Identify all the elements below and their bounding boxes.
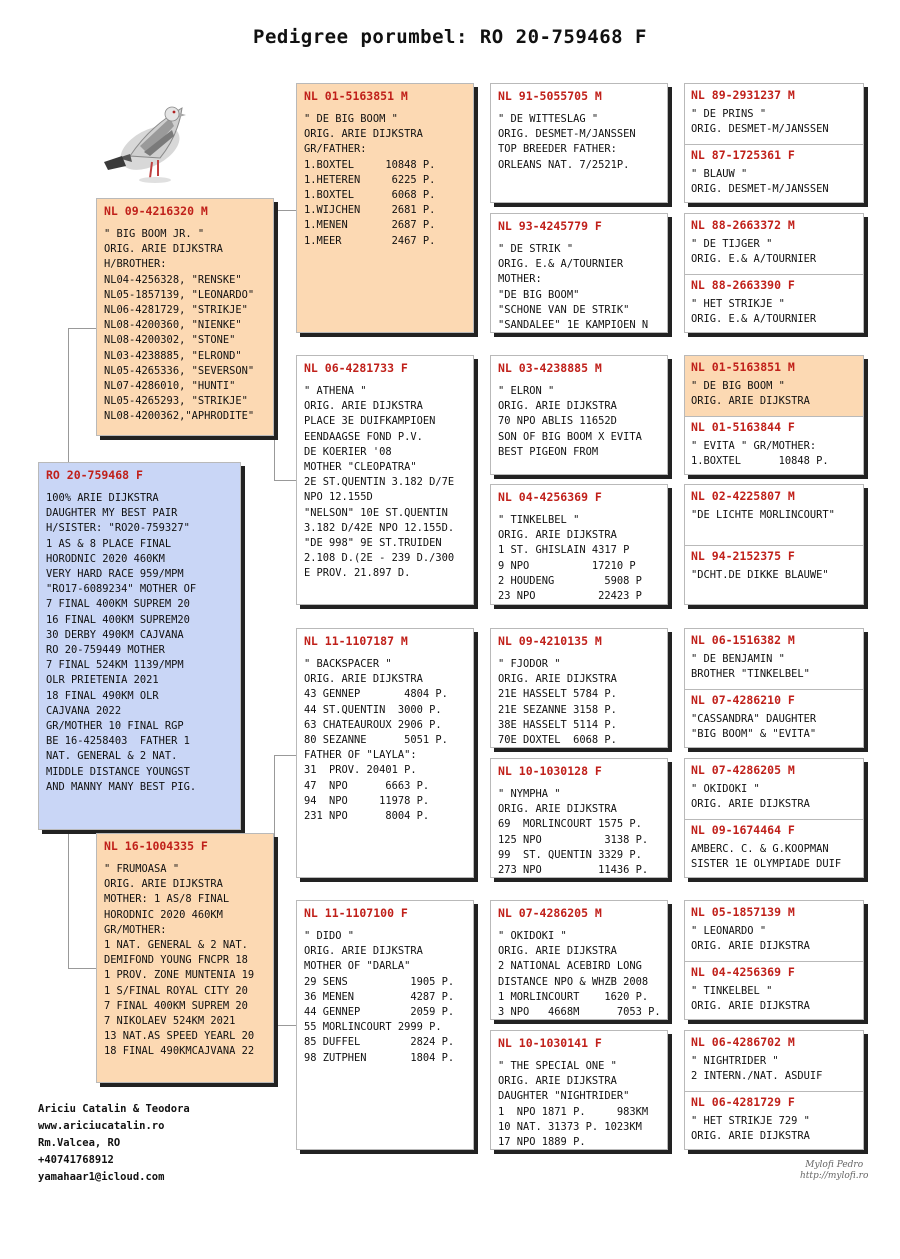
ring-number: NL 91-5055705 M — [498, 89, 602, 103]
ring-number: NL 09-4210135 M — [498, 634, 602, 648]
card-details — [304, 657, 466, 824]
card-details — [691, 842, 859, 872]
pedigree-card-gen3 — [490, 758, 668, 878]
ring-number: NL 10-1030128 F — [498, 764, 602, 778]
detail-line: 1 NAT. GENERAL & 2 NAT. — [104, 939, 248, 952]
detail-line: ORIG. ARIE DIJKSTRA — [104, 243, 223, 256]
detail-line: FATHER OF "LAYLA": — [304, 749, 417, 762]
detail-line: H/BROTHER: — [104, 258, 167, 271]
detail-line: "SCHONE VAN DE STRIK" — [498, 303, 630, 316]
detail-line: 2E ST.QUENTIN 3.182 D/7E — [304, 476, 455, 489]
detail-line: AMBERC. C. & G.KOOPMAN — [691, 843, 829, 855]
ring-number: NL 01-5163851 M — [304, 89, 408, 103]
detail-line: ORIG. ARIE DIJKSTRA — [498, 1075, 617, 1088]
signature-name: Mylofi Pedro — [805, 1160, 864, 1170]
pedigree-cell — [685, 485, 864, 545]
pedigree-card-gen4-pair — [684, 83, 864, 203]
detail-line: NL04-4256328, "RENSKE" — [104, 273, 242, 286]
detail-line: MOTHER OF "DARLA" — [304, 960, 411, 973]
detail-line: 18 FINAL 490KM OLR — [46, 689, 159, 702]
card-details — [304, 112, 466, 249]
detail-line: " FJODOR " — [498, 658, 561, 670]
card-details — [104, 227, 266, 425]
pedigree-card-gen4-pair — [684, 213, 864, 333]
detail-line: ORIG. ARIE DIJKSTRA — [498, 400, 617, 413]
detail-line: 125 NPO 3138 P. — [498, 833, 649, 846]
card-details — [498, 929, 660, 1020]
detail-line: 2 NATIONAL ACEBIRD LONG — [498, 960, 642, 973]
detail-line: 13 NAT.AS SPEED YEARL 20 — [104, 1030, 255, 1043]
detail-line: "DE BIG BOOM" — [498, 288, 580, 301]
detail-line: 1.BOXTEL 10848 P. — [304, 158, 436, 171]
detail-line: " TINKELBEL " — [498, 514, 580, 526]
detail-line: " HET STRIKJE 729 " — [691, 1115, 810, 1127]
card-details — [691, 508, 859, 523]
detail-line: 70 NPO ABLIS 11652D — [498, 415, 617, 428]
card-details — [498, 657, 660, 748]
detail-line: SON OF BIG BOOM X EVITA — [498, 430, 642, 443]
detail-line: GR/MOTHER: — [104, 923, 167, 936]
detail-line: 1.WIJCHEN 2681 P. — [304, 204, 436, 217]
detail-line: MOTHER: 1 AS/8 FINAL — [104, 893, 230, 906]
card-details — [691, 924, 859, 954]
pedigree-cell — [685, 84, 864, 144]
detail-line: DAUGHTER MY BEST PAIR — [46, 507, 178, 520]
ring-number: NL 10-1030141 F — [498, 1036, 602, 1050]
ring-number: NL 07-4286205 M — [498, 906, 602, 920]
card-details — [691, 107, 859, 137]
detail-line: ORIG. E.& A/TOURNIER — [691, 253, 817, 266]
detail-line: 100% ARIE DIJKSTRA — [46, 492, 159, 504]
detail-line: "NELSON" 10E ST.QUENTIN — [304, 506, 448, 519]
card-details — [104, 862, 266, 1060]
detail-line: " NIGHTRIDER " — [691, 1055, 779, 1067]
detail-line: GR/MOTHER 10 FINAL RGP — [46, 720, 184, 733]
pedigree-card-gen4-pair — [684, 628, 864, 748]
ring-number: NL 88-2663372 M — [691, 218, 795, 232]
pedigree-cell — [685, 961, 864, 1020]
card-details — [498, 513, 660, 604]
detail-line: 7 FINAL 400KM SUPREM 20 — [104, 999, 248, 1012]
ring-number: NL 05-1857139 M — [691, 905, 795, 919]
pedigree-cell — [685, 416, 864, 475]
detail-line: 23 NPO 22423 P — [498, 590, 642, 603]
detail-line: TOP BREEDER FATHER: — [498, 143, 617, 156]
card-details — [691, 167, 859, 197]
pedigree-cell — [685, 689, 864, 748]
detail-line: 85 DUFFEL 2824 P. — [304, 1036, 455, 1049]
pedigree-card-gen4-pair — [684, 355, 864, 475]
detail-line: E PROV. 21.897 D. — [304, 567, 411, 580]
ring-number: NL 06-1516382 M — [691, 633, 795, 647]
ring-number: NL 06-4286702 M — [691, 1035, 795, 1049]
card-details — [691, 1114, 859, 1144]
detail-line: 98 ZUTPHEN 1804 P. — [304, 1051, 455, 1064]
pedigree-cell — [685, 901, 864, 961]
detail-line: 30 DERBY 490KM CAJVANA — [46, 628, 184, 641]
detail-line: GR/FATHER: — [304, 143, 367, 156]
detail-line: 2.108 D.(2E - 239 D./300 — [304, 552, 455, 565]
detail-line: " DE BENJAMIN " — [691, 653, 785, 665]
detail-line: " BLAUW " — [691, 168, 748, 180]
ring-number: NL 07-4286205 M — [691, 763, 795, 777]
ring-number: NL 09-1674464 F — [691, 823, 795, 837]
card-details — [304, 384, 466, 582]
card-details — [691, 439, 859, 469]
detail-line: ORLEANS NAT. 7/2521P. — [498, 158, 630, 171]
detail-line: 70E DOXTEL 6068 P. — [498, 734, 617, 747]
website-link[interactable]: www.ariciucatalin.ro — [38, 1120, 165, 1132]
ring-number: RO 20-759468 F — [46, 468, 143, 482]
detail-line: ORIG. ARIE DIJKSTRA — [498, 945, 617, 958]
detail-line: "CASSANDRA" DAUGHTER — [691, 713, 817, 725]
detail-line: EENDAAGSE FOND P.V. — [304, 430, 423, 443]
ring-number: NL 06-4281729 F — [691, 1095, 795, 1109]
pedigree-card-gen2 — [296, 83, 474, 333]
detail-line: 1.MENEN 2687 P. — [304, 219, 436, 232]
detail-line: 7 FINAL 524KM 1139/MPM — [46, 659, 184, 672]
ring-number: NL 94-2152375 F — [691, 549, 795, 563]
detail-line: ORIG. ARIE DIJKSTRA — [691, 1000, 810, 1013]
detail-line: 63 CHATEAUROUX 2906 P. — [304, 718, 442, 731]
ring-number: NL 02-4225807 M — [691, 489, 795, 503]
card-details — [46, 491, 233, 795]
pedigree-card-gen2 — [296, 355, 474, 605]
detail-line: 44 ST.QUENTIN 3000 P. — [304, 703, 442, 716]
detail-line: " DE BIG BOOM " — [304, 113, 398, 125]
detail-line: "SANDALEE" 1E KAMPIOEN N — [498, 319, 649, 332]
pedigree-card-gen4-pair — [684, 1030, 864, 1150]
card-details — [691, 984, 859, 1014]
detail-line: NL05-4265336, "SEVERSON" — [104, 364, 255, 377]
detail-line: " BIG BOOM JR. " — [104, 228, 205, 240]
detail-line: "DCHT.DE DIKKE BLAUWE" — [691, 569, 829, 581]
pedigree-cell — [685, 629, 864, 689]
breeder-contact — [38, 1101, 190, 1186]
pedigree-cell — [685, 144, 864, 203]
detail-line: " DE STRIK " — [498, 243, 574, 255]
detail-line: 36 MENEN 4287 P. — [304, 990, 455, 1003]
pedigree-cell — [685, 759, 864, 819]
detail-line: 1 S/FINAL ROYAL CITY 20 — [104, 984, 248, 997]
detail-line: 99 ST. QUENTIN 3329 P. — [498, 848, 642, 861]
detail-line: ORIG. ARIE DIJKSTRA — [304, 128, 423, 141]
detail-line: NL05-4265293, "STRIKJE" — [104, 395, 248, 408]
detail-line: BROTHER "TINKELBEL" — [691, 668, 810, 681]
breeder-location: Rm.Valcea, RO — [38, 1137, 121, 1149]
detail-line: 1 AS & 8 PLACE FINAL — [46, 537, 172, 550]
detail-line: ORIG. DESMET-M/JANSSEN — [691, 183, 829, 196]
breeder-email[interactable]: yamahaar1@icloud.com — [38, 1171, 165, 1183]
detail-line: ORIG. DESMET-M/JANSSEN — [691, 123, 829, 136]
ring-number: NL 93-4245779 F — [498, 219, 602, 233]
detail-line: ORIG. ARIE DIJKSTRA — [498, 803, 617, 816]
breeder-phone: +40741768912 — [38, 1154, 114, 1166]
ring-number: NL 03-4238885 M — [498, 361, 602, 375]
detail-line: BEST PIGEON FROM — [498, 445, 599, 458]
detail-line: " FRUMOASA " — [104, 863, 180, 875]
ring-number: NL 89-2931237 M — [691, 88, 795, 102]
detail-line: 69 MORLINCOURT 1575 P. — [498, 818, 642, 831]
pedigree-card-gen3 — [490, 484, 668, 605]
card-details — [498, 112, 660, 173]
card-details — [498, 1059, 660, 1150]
pedigree-cell — [685, 274, 864, 333]
ring-number: NL 01-5163851 M — [691, 360, 795, 374]
detail-line: NL05-1857139, "LEONARDO" — [104, 288, 255, 301]
detail-line: 47 NPO 6663 P. — [304, 779, 430, 792]
card-details — [498, 787, 660, 878]
detail-line: " OKIDOKI " — [498, 930, 567, 942]
pedigree-card-gen3 — [490, 213, 668, 333]
pedigree-cell — [685, 819, 864, 878]
detail-line: "DE LICHTE MORLINCOURT" — [691, 509, 835, 521]
pedigree-card-gen3 — [490, 355, 668, 475]
pedigree-card-father — [96, 198, 274, 436]
detail-line: " NYMPHA " — [498, 788, 561, 800]
pedigree-card-gen2 — [296, 628, 474, 878]
ring-number: NL 06-4281733 F — [304, 361, 408, 375]
detail-line: " THE SPECIAL ONE " — [498, 1060, 617, 1072]
detail-line: 1.MEER 2467 P. — [304, 234, 436, 247]
ring-number: NL 04-4256369 F — [691, 965, 795, 979]
pedigree-card-gen3 — [490, 628, 668, 748]
detail-line: ORIG. ARIE DIJKSTRA — [104, 878, 223, 891]
detail-line: DEMIFOND YOUNG FNCPR 18 — [104, 954, 248, 967]
detail-line: CAJVANA 2022 — [46, 704, 122, 717]
signature-mark — [800, 1160, 868, 1182]
detail-line: OLR PRIETENIA 2021 — [46, 674, 159, 687]
detail-line: ORIG. ARIE DIJKSTRA — [691, 1130, 810, 1143]
detail-line: 3.182 D/42E NPO 12.155D. — [304, 521, 455, 534]
detail-line: 231 NPO 8004 P. — [304, 810, 430, 823]
detail-line: 44 GENNEP 2059 P. — [304, 1006, 455, 1019]
detail-line: " ATHENA " — [304, 385, 367, 397]
ring-number: NL 11-1107100 F — [304, 906, 408, 920]
detail-line: ORIG. ARIE DIJKSTRA — [304, 945, 423, 958]
detail-line: 7 FINAL 400KM SUPREM 20 — [46, 598, 190, 611]
detail-line: ORIG. ARIE DIJKSTRA — [304, 673, 423, 686]
card-details — [691, 652, 859, 682]
detail-line: 9 NPO 17210 P — [498, 559, 636, 572]
detail-line: " LEONARDO " — [691, 925, 767, 937]
detail-line: NPO 12.155D — [304, 491, 373, 504]
detail-line: " TINKELBEL " — [691, 985, 773, 997]
ring-number: NL 16-1004335 F — [104, 839, 208, 853]
pigeon-image — [100, 96, 190, 188]
page-title: Pedigree porumbel: RO 20-759468 F — [253, 26, 647, 48]
detail-line: 1.BOXTEL 10848 P. — [691, 455, 829, 468]
ring-number: NL 04-4256369 F — [498, 490, 602, 504]
detail-line: H/SISTER: "RO20-759327" — [46, 522, 190, 535]
detail-line: VERY HARD RACE 959/MPM — [46, 568, 184, 581]
detail-line: MOTHER "CLEOPATRA" — [304, 461, 417, 474]
pedigree-cell — [685, 214, 864, 274]
signature-url: http://mylofi.ro — [800, 1171, 869, 1181]
breeder-name: Ariciu Catalin & Teodora — [38, 1103, 190, 1115]
pedigree-card-mother — [96, 833, 274, 1083]
detail-line: 94 NPO 11978 P. — [304, 794, 430, 807]
detail-line: HORODNIC 2020 460KM — [104, 908, 223, 921]
detail-line: " DE PRINS " — [691, 108, 767, 120]
ring-number: NL 87-1725361 F — [691, 148, 795, 162]
detail-line: RO 20-759449 MOTHER — [46, 644, 165, 657]
detail-line: 2 INTERN./NAT. ASDUIF — [691, 1070, 823, 1083]
detail-line: ORIG. E.& A/TOURNIER — [691, 313, 817, 326]
detail-line: MIDDLE DISTANCE YOUNGST — [46, 765, 190, 778]
detail-line: " DIDO " — [304, 930, 355, 942]
card-details — [691, 1054, 859, 1084]
detail-line: NL07-4286010, "HUNTI" — [104, 380, 236, 393]
pedigree-card-gen4-pair — [684, 758, 864, 878]
detail-line: NAT. GENERAL & 2 NAT. — [46, 750, 178, 763]
detail-line: 80 SEZANNE 5051 P. — [304, 734, 448, 747]
detail-line: ORIG. ARIE DIJKSTRA — [498, 673, 617, 686]
pedigree-cell — [685, 356, 864, 416]
ring-number: NL 09-4216320 M — [104, 204, 208, 218]
detail-line: DAUGHTER "NIGHTRIDER" — [498, 1090, 630, 1103]
pedigree-card-gen3 — [490, 900, 668, 1020]
card-details — [304, 929, 466, 1066]
detail-line: NL06-4281729, "STRIKJE" — [104, 304, 248, 317]
detail-line: 1.BOXTEL 6068 P. — [304, 189, 436, 202]
detail-line: 17 NPO 1889 P. — [498, 1136, 586, 1149]
card-details — [691, 568, 859, 583]
detail-line: HORODNIC 2020 460KM — [46, 552, 165, 565]
detail-line: 1 ST. GHISLAIN 4317 P — [498, 544, 630, 557]
detail-line: " DE WITTESLAG " — [498, 113, 599, 125]
card-details — [691, 237, 859, 267]
pedigree-card-gen2 — [296, 900, 474, 1150]
pedigree-cell — [685, 545, 864, 605]
detail-line: 29 SENS 1905 P. — [304, 975, 455, 988]
detail-line: 38E HASSELT 5114 P. — [498, 718, 617, 731]
ring-number: NL 88-2663390 F — [691, 278, 795, 292]
detail-line: " HET STRIKJE " — [691, 298, 785, 310]
card-details — [691, 379, 859, 409]
detail-line: 2 HOUDENG 5908 P — [498, 574, 642, 587]
detail-line: DISTANCE NPO & WHZB 2008 — [498, 975, 649, 988]
detail-line: 1 NPO 1871 P. 983KM — [498, 1105, 649, 1118]
detail-line: " DE BIG BOOM " — [691, 380, 785, 392]
card-details — [691, 297, 859, 327]
detail-line: BE 16-4258403 FATHER 1 — [46, 735, 190, 748]
detail-line: 1.HETEREN 6225 P. — [304, 173, 436, 186]
detail-line: ORIG. ARIE DIJKSTRA — [691, 798, 810, 811]
detail-line: ORIG. ARIE DIJKSTRA — [691, 395, 810, 408]
detail-line: " EVITA " GR/MOTHER: — [691, 440, 817, 452]
detail-line: ORIG. ARIE DIJKSTRA — [498, 529, 617, 542]
ring-number: NL 11-1107187 M — [304, 634, 408, 648]
detail-line: 43 GENNEP 4804 P. — [304, 688, 448, 701]
detail-line: PLACE 3E DUIFKAMPIOEN — [304, 415, 436, 428]
detail-line: NL08-4200360, "NIENKE" — [104, 319, 242, 332]
detail-line: 21E HASSELT 5784 P. — [498, 688, 617, 701]
detail-line: ORIG. ARIE DIJKSTRA — [304, 400, 423, 413]
detail-line: NL08-4200362,"APHRODITE" — [104, 410, 255, 423]
detail-line: " BACKSPACER " — [304, 658, 392, 670]
detail-line: "RO17-6089234" MOTHER OF — [46, 583, 197, 596]
detail-line: SISTER 1E OLYMPIADE DUIF — [691, 858, 842, 871]
detail-line: "DE 998" 9E ST.TRUIDEN — [304, 537, 442, 550]
detail-line: NL03-4238885, "ELROND" — [104, 349, 242, 362]
pedigree-card-gen4-pair — [684, 484, 864, 605]
card-details — [691, 712, 859, 742]
pedigree-card-subject — [38, 462, 241, 830]
detail-line: ORIG. E.& A/TOURNIER — [498, 258, 624, 271]
pedigree-card-gen4-pair — [684, 900, 864, 1020]
detail-line: 1 MORLINCOURT 1620 P. — [498, 990, 649, 1003]
detail-line: " ELRON " — [498, 385, 555, 397]
detail-line: "BIG BOOM" & "EVITA" — [691, 728, 817, 741]
card-details — [691, 782, 859, 812]
card-details — [498, 242, 660, 333]
detail-line: ORIG. ARIE DIJKSTRA — [691, 940, 810, 953]
card-details — [498, 384, 660, 460]
detail-line: 3 NPO 4668M 7053 P. — [498, 1006, 661, 1019]
detail-line: DE KOERIER '08 — [304, 445, 392, 458]
detail-line: MOTHER: — [498, 273, 542, 286]
detail-line: NL08-4200302, "STONE" — [104, 334, 236, 347]
detail-line: 18 FINAL 490KMCAJVANA 22 — [104, 1045, 255, 1058]
pedigree-card-gen3 — [490, 83, 668, 203]
detail-line: " DE TIJGER " — [691, 238, 773, 250]
detail-line: 21E SEZANNE 3158 P. — [498, 703, 617, 716]
pedigree-cell — [685, 1091, 864, 1150]
detail-line: 10 NAT. 31373 P. 1023KM — [498, 1120, 642, 1133]
pedigree-cell — [685, 1031, 864, 1091]
detail-line: AND MANNY MANY BEST PIG. — [46, 780, 197, 793]
ring-number: NL 07-4286210 F — [691, 693, 795, 707]
detail-line: 7 NIKOLAEV 524KM 2021 — [104, 1015, 236, 1028]
detail-line: 31 PROV. 20401 P. — [304, 764, 417, 777]
detail-line: 55 MORLINCOURT 2999 P. — [304, 1021, 442, 1034]
ring-number: NL 01-5163844 F — [691, 420, 795, 434]
detail-line: ORIG. DESMET-M/JANSSEN — [498, 128, 636, 141]
detail-line: 16 FINAL 400KM SUPREM20 — [46, 613, 190, 626]
pedigree-card-gen3 — [490, 1030, 668, 1150]
detail-line: " OKIDOKI " — [691, 783, 760, 795]
detail-line: 273 NPO 11436 P. — [498, 864, 649, 877]
detail-line: 1 PROV. ZONE MUNTENIA 19 — [104, 969, 255, 982]
